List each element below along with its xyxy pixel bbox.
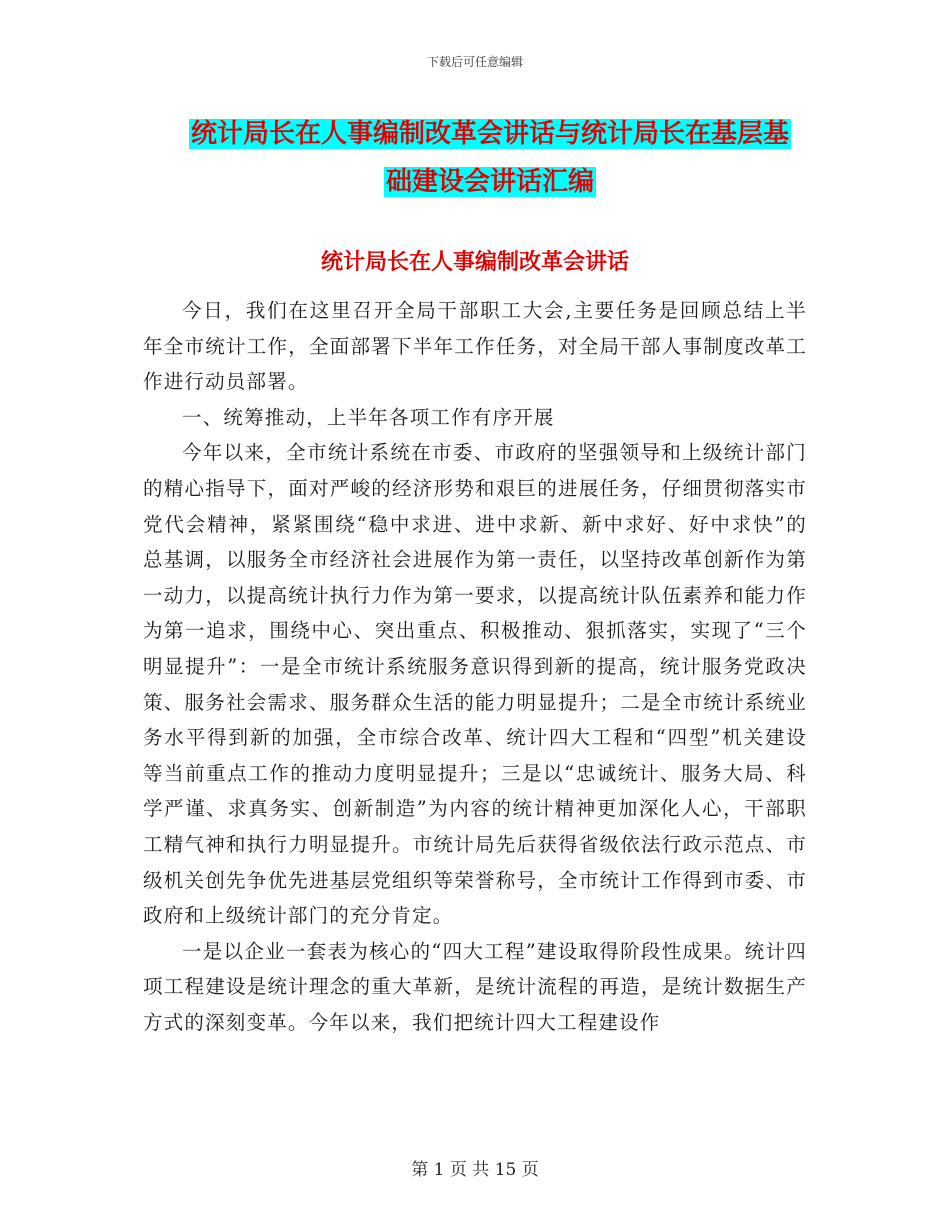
- paragraph-heading: 一、统筹推动，上半年各项工作有序开展: [182, 405, 555, 429]
- document-title-line-2: 础建设会讲话汇编: [385, 167, 594, 197]
- document-title: [160, 110, 820, 206]
- paragraph: 今年以来，全市统计系统在市委、市政府的坚强领导和上级统计部门的精心指导下，面对严峻的经济形势和艰巨的进展任务，仔细贯彻落实市党代会精神，紧紧围绕“稳中求进、进中求新、新中求好、好中求快”的总基调，以服务全市经济社会进展作为第一责任，以坚持改革创新作为第一动力，以提高统计执行力作为第一要求，以提高统计队伍素养和能力作为第一追求，围绕中心、突出重点、积极推动、狠抓落实，实现了“三个明显提升”：一是全市统计系统服务意识得到新的提高，统计服务党政决策、服务社会需求、服务群众生活的能力明显提升；二是全市统计系统业务水平得到新的加强，全市综合改革、统计四大工程和“四型”机关建设等当前重点工作的推动力度明显提升；三是以“忠诚统计、服务大局、科学严谨、求真务实、创新制造”为内容的统计精神更加深化人心，干部职工精气神和执行力明显提升。市统计局先后获得省级依法行政示范点、市级机关创先争优先进基层党组织等荣誉称号，全市统计工作得到市委、市政府和上级统计部门的充分肯定。: [143, 441, 807, 928]
- page-number: 第 1 页 共 15 页: [411, 1160, 539, 1180]
- paragraph: 一是以企业一套表为核心的“四大工程”建设取得阶段性成果。统计四项工程建设是统计理念的重大革新，是统计流程的再造，是统计数据生产方式的深刻变革。今年以来，我们把统计四大工程建设作: [143, 939, 807, 1034]
- document-body: [143, 293, 807, 1040]
- header-note: 下载后可任意编辑: [426, 55, 523, 69]
- document-title-line-1: 统计局长在人事编制改革会讲话与统计局长在基层基: [190, 119, 789, 149]
- paragraph: 今日，我们在这里召开全局干部职工大会,主要任务是回顾总结上半年全市统计工作，全面部署下半年工作任务，对全局干部人事制度改革工作进行动员部署。: [143, 299, 807, 394]
- section-title: 统计局长在人事编制改革会讲话: [320, 250, 629, 275]
